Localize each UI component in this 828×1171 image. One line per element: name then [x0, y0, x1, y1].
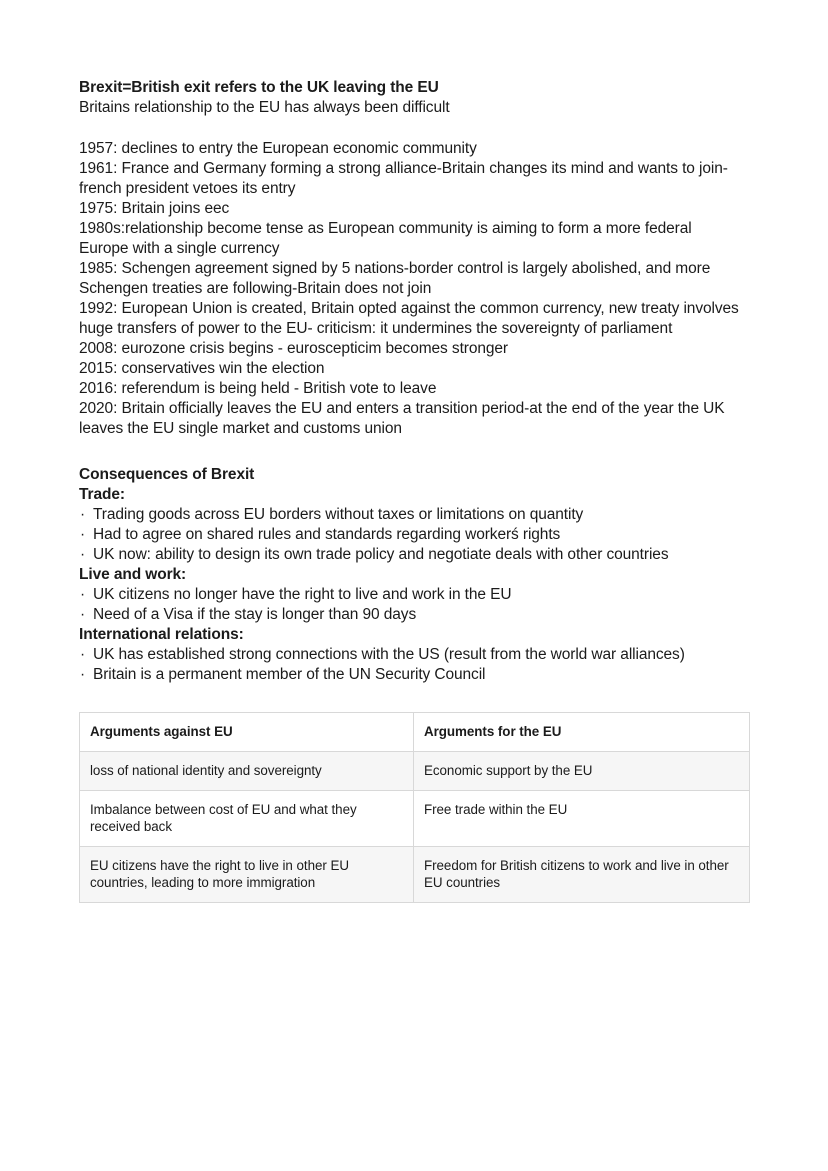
timeline-item: 1985: Schengen agreement signed by 5 nations-border control is largely abolished, and more Schengen treaties are following-Britain does not join [79, 260, 711, 297]
list-item-text: Had to agree on shared rules and standards regarding workerś rights [93, 526, 561, 543]
list-item-text: Britain is a permanent member of the UN Security Council [93, 666, 486, 683]
brexit-timeline-list [79, 139, 743, 439]
spacer [79, 118, 743, 139]
list-item [79, 605, 743, 625]
timeline-item: 2008: eurozone crisis begins - euroscepticim becomes stronger [79, 340, 508, 357]
bullet-icon: · [80, 646, 86, 663]
table-cell-for: Free trade within the EU [414, 791, 750, 847]
table-cell-against: loss of national identity and sovereignty [80, 752, 414, 791]
bullet-icon: · [80, 526, 86, 543]
consequences-heading: Consequences of Brexit [79, 466, 255, 483]
timeline-item: 1975: Britain joins eec [79, 200, 230, 217]
group-label-live-and-work: Live and work: [79, 566, 187, 583]
column-header-for: Arguments for the EU [414, 713, 750, 752]
timeline-item: 2016: referendum is being held - British vote to leave [79, 380, 437, 397]
trade-bullet-list [79, 505, 743, 565]
table-cell-for: Freedom for British citizens to work and live in other EU countries [414, 847, 750, 903]
list-item [79, 585, 743, 605]
bullet-icon: · [80, 546, 86, 563]
bullet-icon: · [80, 506, 86, 523]
table-row [80, 847, 750, 903]
spacer [79, 439, 743, 465]
table-cell-for: Economic support by the EU [414, 752, 750, 791]
table-cell-against: EU citizens have the right to live in other EU countries, leading to more immigration [80, 847, 414, 903]
comparison-table-wrapper [79, 712, 743, 903]
list-item [79, 645, 743, 665]
list-item-text: UK has established strong connections with the US (result from the world war alliances) [93, 646, 685, 663]
timeline-item: 2020: Britain officially leaves the EU and enters a transition period-at the end of the year the UK leaves the EU single market and customs union [79, 400, 725, 437]
bullet-icon: · [80, 666, 86, 683]
list-item-text: Need of a Visa if the stay is longer than 90 days [93, 606, 417, 623]
page-title: Brexit=British exit refers to the UK leaving the EU [79, 79, 439, 96]
timeline-item: 1961: France and Germany forming a strong alliance-Britain changes its mind and wants to join-french president vetoes its entry [79, 160, 728, 197]
list-item-text: UK now: ability to design its own trade policy and negotiate deals with other countries [93, 546, 669, 563]
bullet-icon: · [80, 586, 86, 603]
arguments-comparison-table [79, 712, 750, 903]
live-and-work-bullet-list [79, 585, 743, 625]
column-header-against: Arguments against EU [80, 713, 414, 752]
list-item-text: UK citizens no longer have the right to live and work in the EU [93, 586, 512, 603]
bullet-icon: · [80, 606, 86, 623]
group-label-international-relations: International relations: [79, 626, 244, 643]
page-subtitle: Britains relationship to the EU has always been difficult [79, 99, 450, 116]
list-item [79, 665, 743, 685]
timeline-item: 1957: declines to entry the European economic community [79, 140, 477, 157]
timeline-item: 1980s:relationship become tense as European community is aiming to form a more federal Europe with a single currency [79, 220, 692, 257]
international-relations-bullet-list [79, 645, 743, 685]
list-item [79, 525, 743, 545]
timeline-item: 1992: European Union is created, Britain opted against the common currency, new treaty involves huge transfers of power to the EU- criticism: it undermines the sovereignty of parliament [79, 300, 739, 337]
table-cell-against: Imbalance between cost of EU and what they received back [80, 791, 414, 847]
timeline-item: 2015: conservatives win the election [79, 360, 325, 377]
document-content [79, 78, 743, 903]
list-item-text: Trading goods across EU borders without taxes or limitations on quantity [93, 506, 584, 523]
list-item [79, 545, 743, 565]
table-row [80, 791, 750, 847]
table-header-row [80, 713, 750, 752]
list-item [79, 505, 743, 525]
table-row [80, 752, 750, 791]
group-label-trade: Trade: [79, 486, 125, 503]
